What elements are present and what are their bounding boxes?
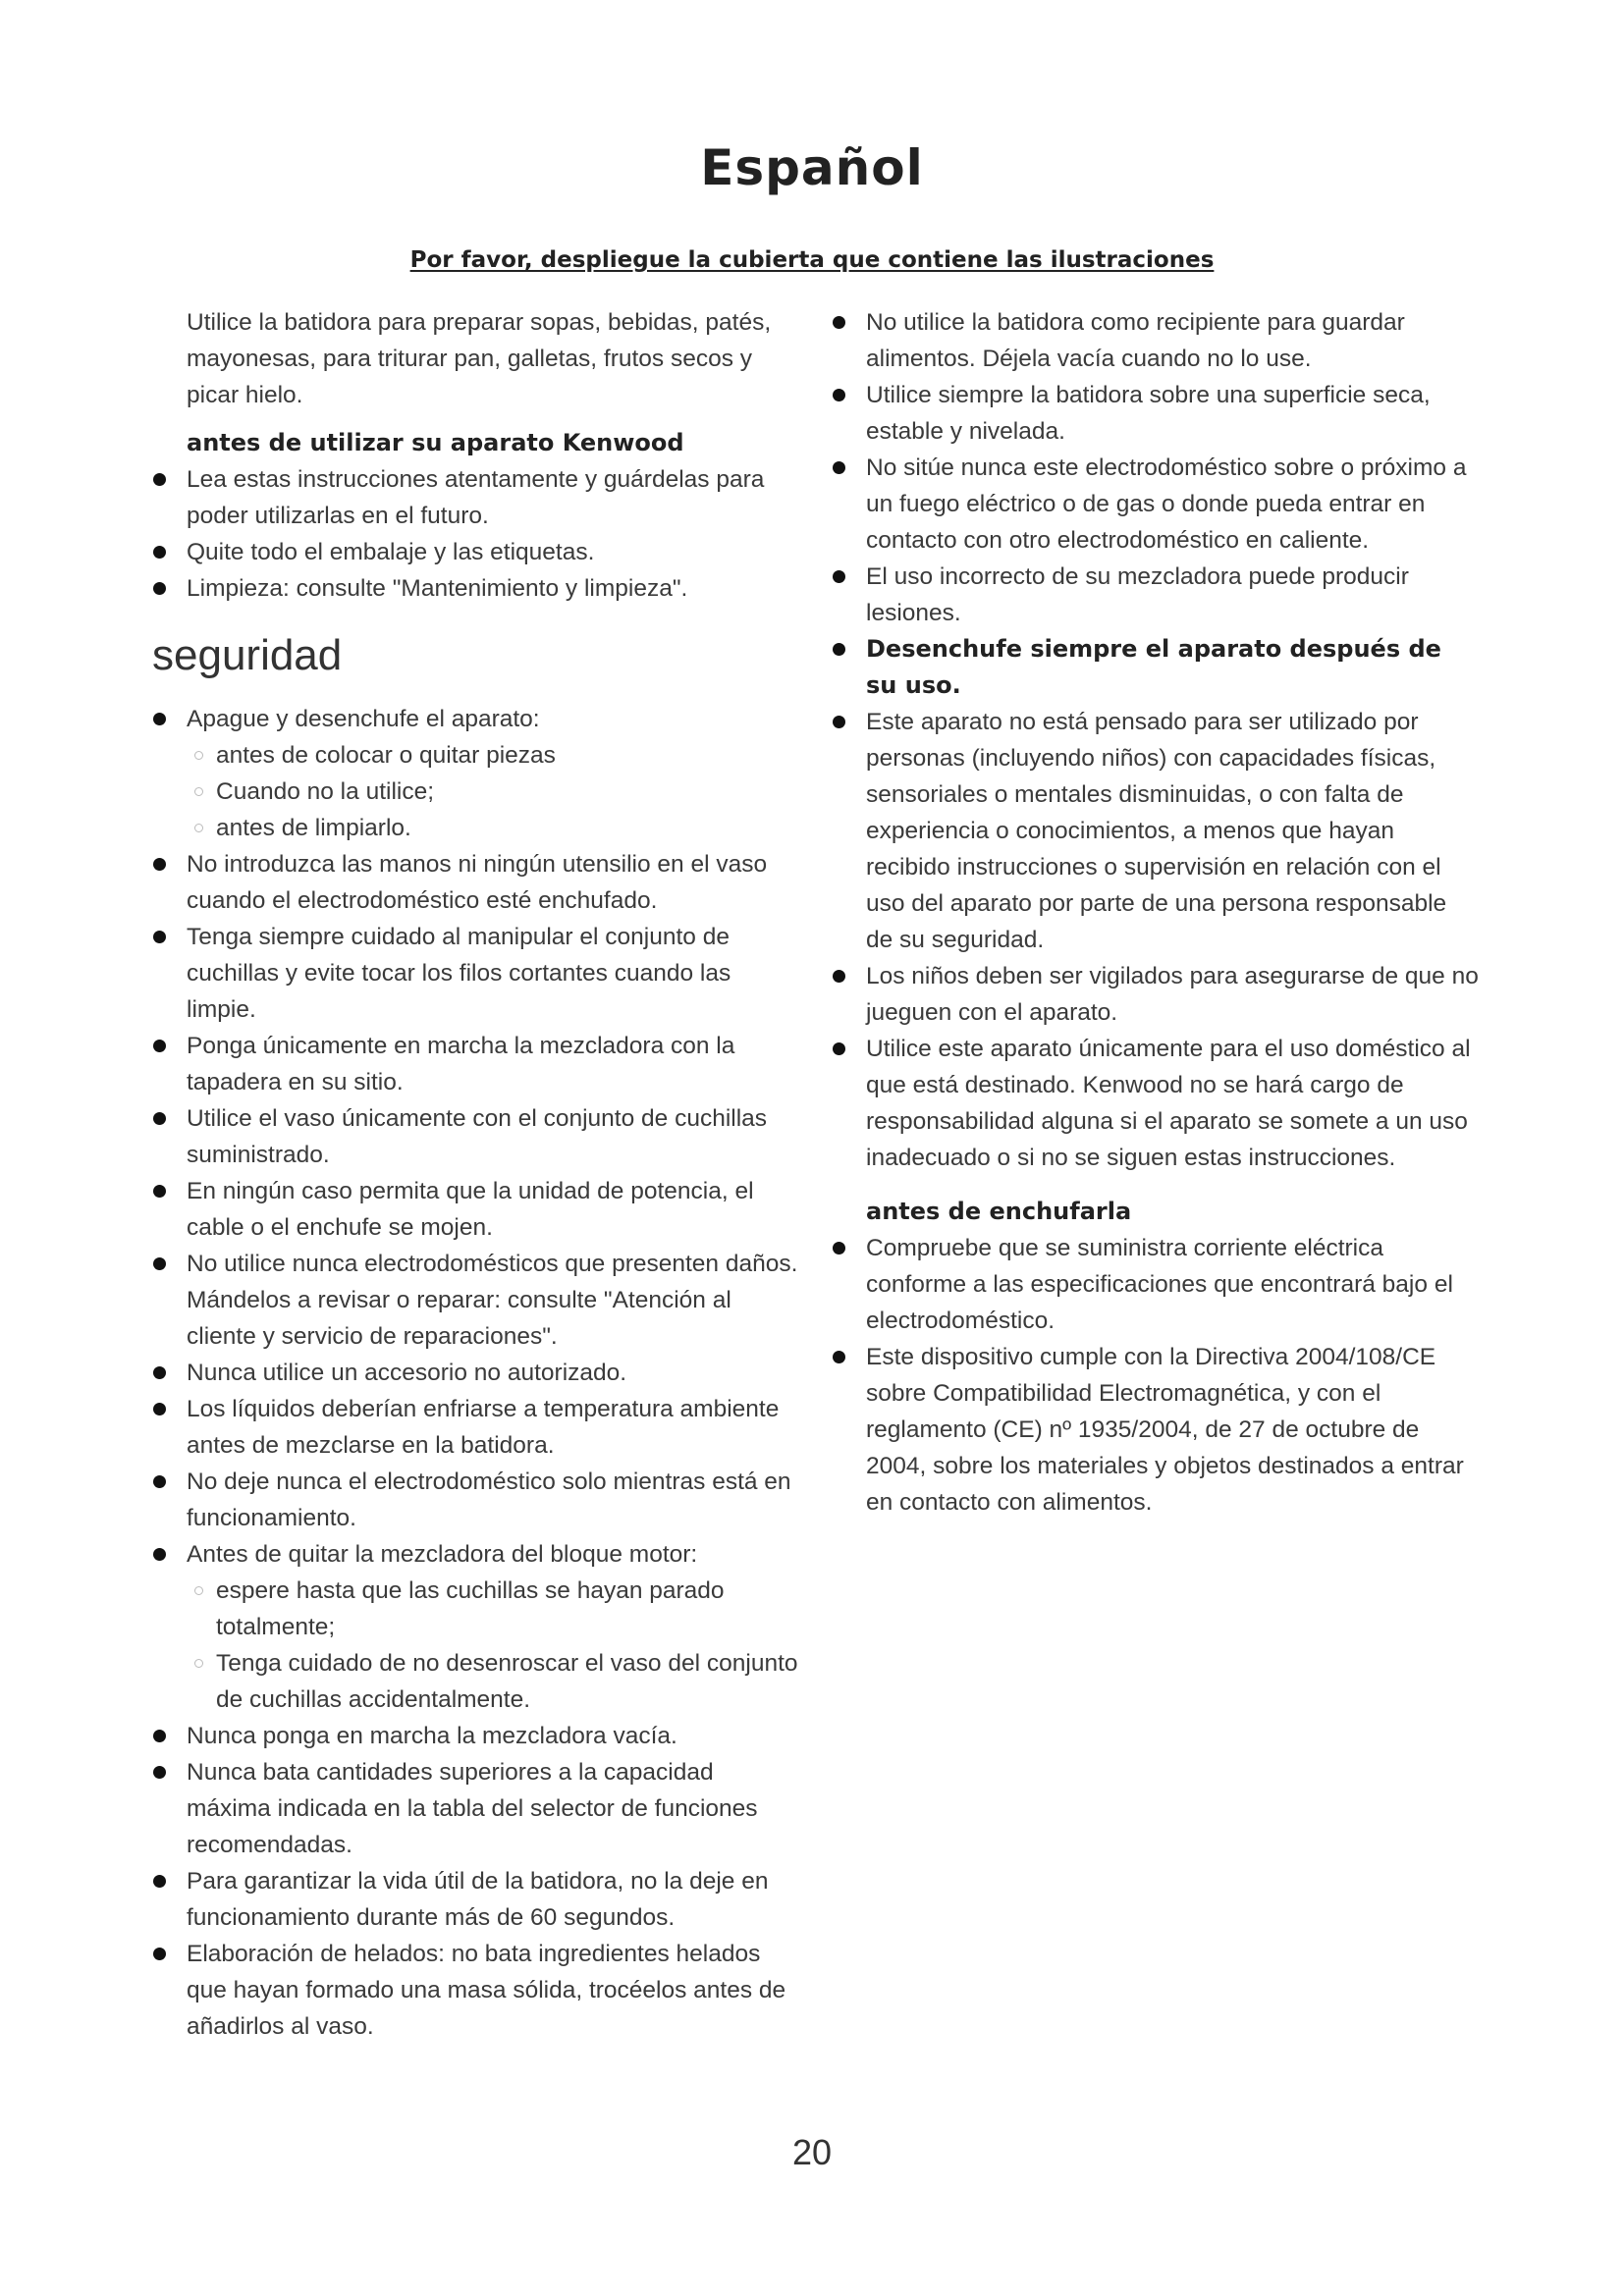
list-item: Nunca bata cantidades superiores a la capacidad máxima indicada en la tabla del selector de funciones recomendadas. — [152, 1754, 800, 1863]
sub-list-item: espere hasta que las cuchillas se hayan parado totalmente; — [187, 1573, 800, 1645]
before-plugging-heading: antes de enchufarla — [866, 1198, 1132, 1225]
list-item — [152, 701, 800, 846]
sub-list-item: antes de limpiarlo. — [187, 810, 800, 846]
list-item: No sitúe nunca este electrodoméstico sobre o próximo a un fuego eléctrico o de gas o donde pueda entrar en contacto con otro electrodoméstico en caliente. — [832, 450, 1480, 559]
list-item: Nunca ponga en marcha la mezcladora vacía. — [152, 1718, 800, 1754]
list-item-text: Antes de quitar la mezcladora del bloque motor: — [187, 1541, 698, 1568]
before-use-list — [152, 461, 800, 607]
safety-list-right — [832, 304, 1480, 1176]
list-item-text: Apague y desenchufe el aparato: — [187, 706, 540, 732]
sub-list-item: Tenga cuidado de no desenroscar el vaso del conjunto de cuchillas accidentalmente. — [187, 1645, 800, 1718]
list-item: Limpieza: consulte "Mantenimiento y limpieza". — [152, 570, 800, 607]
list-item: Utilice el vaso únicamente con el conjunto de cuchillas suministrado. — [152, 1100, 800, 1173]
list-item: Utilice este aparato únicamente para el uso doméstico al que está destinado. Kenwood no se hará cargo de responsabilidad alguna si el aparato se somete a un uso inadecuado o si no se siguen estas instrucciones. — [832, 1031, 1480, 1176]
remove-sublist — [187, 1573, 800, 1718]
list-item — [152, 1536, 800, 1718]
list-item: Nunca utilice un accesorio no autorizado. — [152, 1355, 800, 1391]
list-item: No deje nunca el electrodoméstico solo mientras está en funcionamiento. — [152, 1464, 800, 1536]
list-item: Lea estas instrucciones atentamente y guárdelas para poder utilizarlas en el futuro. — [152, 461, 800, 534]
before-use-heading: antes de utilizar su aparato Kenwood — [187, 429, 684, 456]
list-item: Tenga siempre cuidado al manipular el conjunto de cuchillas y evite tocar los filos cortantes cuando las limpie. — [152, 919, 800, 1028]
safety-heading: seguridad — [152, 631, 343, 679]
sub-list-item: antes de colocar o quitar piezas — [187, 737, 800, 774]
right-column — [832, 304, 1480, 1521]
list-item: No utilice la batidora como recipiente para guardar alimentos. Déjela vacía cuando no lo use. — [832, 304, 1480, 377]
list-item: No utilice nunca electrodomésticos que presenten daños. Mándelos a revisar o reparar: consulte "Atención al cliente y servicio de reparaciones". — [152, 1246, 800, 1355]
intro-paragraph: Utilice la batidora para preparar sopas, bebidas, patés, mayonesas, para triturar pan, galletas, frutos secos y picar hielo. — [187, 309, 772, 408]
list-item: Compruebe que se suministra corriente eléctrica conforme a las especificaciones que encontrará bajo el electrodoméstico. — [832, 1230, 1480, 1339]
list-item: Este dispositivo cumple con la Directiva 2004/108/CE sobre Compatibilidad Electromagnética, y con el reglamento (CE) nº 1935/2004, de 27 de octubre de 2004, sobre los materiales y objetos destinados a entrar en contacto con alimentos. — [832, 1339, 1480, 1521]
page-number: 20 — [791, 2132, 833, 2172]
list-item: Elaboración de helados: no bata ingredientes helados que hayan formado una masa sólida, trocéelos antes de añadirlos al vaso. — [152, 1936, 800, 2045]
page-title: Español — [700, 139, 924, 196]
list-item: No introduzca las manos ni ningún utensilio en el vaso cuando el electrodoméstico esté enchufado. — [152, 846, 800, 919]
list-item: El uso incorrecto de su mezcladora puede producir lesiones. — [832, 559, 1480, 631]
before-plugging-list — [832, 1230, 1480, 1521]
safety-list-left — [152, 701, 800, 2045]
list-item: Quite todo el embalaje y las etiquetas. — [152, 534, 800, 570]
sub-list-item: Cuando no la utilice; — [187, 774, 800, 810]
list-item-unplug-after-use: Desenchufe siempre el aparato después de su uso. — [832, 631, 1480, 704]
list-item: Ponga únicamente en marcha la mezcladora con la tapadera en su sitio. — [152, 1028, 800, 1100]
subtitle-container — [0, 247, 1624, 273]
list-item: Los niños deben ser vigilados para asegurarse de que no jueguen con el aparato. — [832, 958, 1480, 1031]
left-column — [152, 304, 800, 2045]
unplug-sublist — [187, 737, 800, 846]
list-item: Este aparato no está pensado para ser utilizado por personas (incluyendo niños) con capacidades físicas, sensoriales o mentales disminuidas, o con falta de experiencia o conocimientos, a menos que hayan recibido instrucciones o supervisión en relación con el uso del aparato por parte de una persona responsable de su seguridad. — [832, 704, 1480, 958]
list-item: En ningún caso permita que la unidad de potencia, el cable o el enchufe se mojen. — [152, 1173, 800, 1246]
list-item: Los líquidos deberían enfriarse a temperatura ambiente antes de mezclarse en la batidora. — [152, 1391, 800, 1464]
list-item: Utilice siempre la batidora sobre una superficie seca, estable y nivelada. — [832, 377, 1480, 450]
list-item: Para garantizar la vida útil de la batidora, no la deje en funcionamiento durante más de 60 segundos. — [152, 1863, 800, 1936]
subtitle: Por favor, despliegue la cubierta que contiene las ilustraciones — [409, 247, 1215, 273]
